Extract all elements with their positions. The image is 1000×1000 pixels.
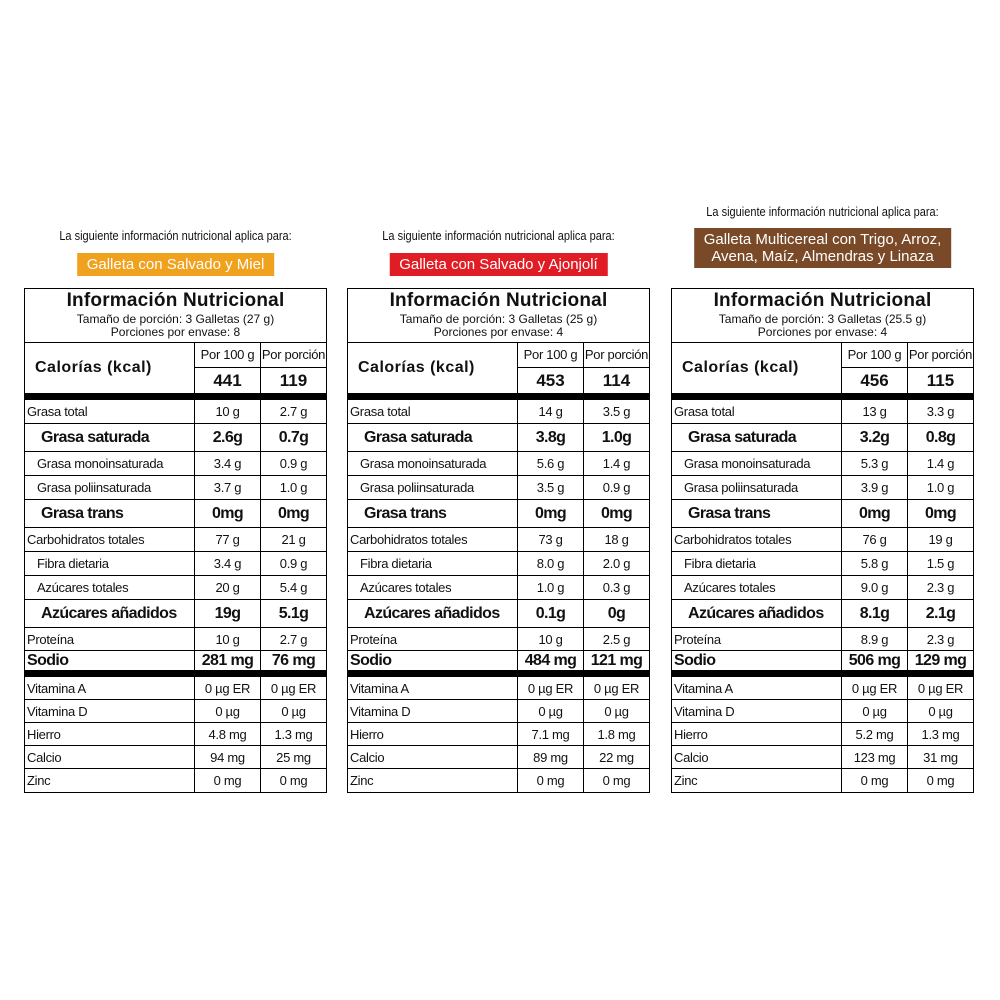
nutrient-name: Grasa saturada: [41, 428, 150, 446]
value-per-portion: 0g: [583, 600, 649, 627]
value-per-100g: 5.8 g: [841, 552, 907, 575]
nutrient-row-proteina: [25, 628, 326, 651]
product-name-badge: [694, 228, 952, 268]
nutrient-name: Grasa trans: [41, 504, 124, 522]
nutrient-row-calcio: [672, 746, 973, 769]
nutrient-row-grasa-saturada: [25, 424, 326, 452]
nutrient-name: Carbohidratos totales: [674, 532, 792, 547]
portion-size: Tamaño de porción: 3 Galletas (27 g): [76, 312, 275, 326]
value-per-portion: 0.9 g: [260, 452, 326, 475]
value-per-100g: 3.4 g: [194, 452, 260, 475]
value-per-portion: 18 g: [583, 528, 649, 551]
value-per-100g: 1.0 g: [517, 576, 583, 599]
nutrient-name: Azúcares totales: [360, 580, 452, 595]
value-per-100g: 10 g: [517, 628, 583, 650]
nutrient-row-zinc: [672, 769, 973, 792]
panel-title: Información Nutricional: [66, 290, 285, 311]
value-per-100g: 3.4 g: [194, 552, 260, 575]
nutrient-row-proteina: [672, 628, 973, 651]
nutrient-row-fibra-dietaria: [25, 552, 326, 576]
calories-row: [672, 343, 973, 400]
nutrient-name: Grasa total: [350, 404, 411, 419]
nutrient-row-carbohidratos-totales: [348, 528, 649, 552]
value-per-portion: 1.8 mg: [583, 723, 649, 745]
product-name-line: Galleta Multicereal con Trigo, Arroz,: [703, 231, 942, 248]
nutrient-name: Vitamina A: [27, 680, 86, 696]
value-per-100g: 3.7 g: [194, 476, 260, 499]
servings-per-container: Porciones por envase: 8: [110, 325, 241, 339]
nutrient-name: Carbohidratos totales: [27, 532, 145, 547]
nutrient-name: Calcio: [27, 749, 62, 765]
nutrient-row-grasa-monoinsaturada: [348, 452, 649, 476]
nutrient-name: Hierro: [27, 726, 61, 742]
intro-text: La siguiente información nutricional aplica para:: [382, 229, 615, 243]
value-per-portion: 0.3 g: [583, 576, 649, 599]
nutrient-name: Grasa trans: [688, 504, 771, 522]
per-100g-header: Por 100 g: [195, 343, 260, 368]
value-per-100g: 10 g: [194, 628, 260, 650]
nutrition-facts-panel: [347, 288, 650, 793]
nutrient-name: Azúcares añadidos: [41, 604, 177, 622]
value-per-portion: 1.4 g: [583, 452, 649, 475]
value-per-100g: 8.9 g: [841, 628, 907, 650]
value-per-portion: 0 µg ER: [907, 677, 973, 699]
nutrient-name: Proteína: [674, 631, 721, 647]
nutrient-row-vitamina-a: [25, 677, 326, 700]
nutrient-row-azucares-totales: [672, 576, 973, 600]
nutrient-row-grasa-total: [348, 400, 649, 424]
value-per-100g: 0mg: [841, 500, 907, 527]
value-per-portion: 0 µg: [583, 700, 649, 722]
value-per-100g: 5.3 g: [841, 452, 907, 475]
serving-info: [25, 313, 326, 343]
calories-per-portion: 119: [279, 370, 308, 390]
value-per-100g: 20 g: [194, 576, 260, 599]
value-per-portion: 0.8g: [907, 424, 973, 451]
nutrient-row-grasa-trans: [25, 500, 326, 528]
nutrient-name: Sodio: [350, 651, 392, 669]
nutrient-row-sodio: [348, 651, 649, 677]
product-name-badge: [77, 253, 275, 276]
calories-per-portion: 114: [602, 370, 631, 390]
value-per-portion: 0 µg: [907, 700, 973, 722]
panel-title: Información Nutricional: [713, 290, 932, 311]
nutrient-row-vitamina-d: [672, 700, 973, 723]
nutrient-row-hierro: [348, 723, 649, 746]
nutrient-name: Grasa trans: [364, 504, 447, 522]
nutrient-row-azucares-anadidos: [672, 600, 973, 628]
value-per-100g: 2.6g: [194, 424, 260, 451]
nutrient-row-hierro: [672, 723, 973, 746]
servings-per-container: Porciones por envase: 4: [433, 325, 564, 339]
value-per-portion: 21 g: [260, 528, 326, 551]
nutrient-name: Grasa poliinsaturada: [360, 480, 474, 495]
value-per-portion: 0mg: [907, 500, 973, 527]
nutrient-row-proteina: [348, 628, 649, 651]
nutrient-row-fibra-dietaria: [672, 552, 973, 576]
per-portion-header: Por porción: [908, 343, 973, 368]
value-per-100g: 73 g: [517, 528, 583, 551]
nutrient-name: Hierro: [350, 726, 384, 742]
nutrient-row-grasa-total: [672, 400, 973, 424]
calories-label: Calorías (kcal): [682, 359, 799, 376]
value-per-portion: 25 mg: [260, 746, 326, 768]
nutrient-row-calcio: [25, 746, 326, 769]
nutrient-row-grasa-saturada: [348, 424, 649, 452]
nutrient-name: Grasa monoinsaturada: [684, 456, 811, 471]
value-per-portion: 76 mg: [260, 651, 326, 670]
nutrient-name: Hierro: [674, 726, 708, 742]
nutrient-row-grasa-poliinsaturada: [348, 476, 649, 500]
nutrient-row-azucares-totales: [25, 576, 326, 600]
value-per-portion: 129 mg: [907, 651, 973, 670]
value-per-100g: 0 mg: [841, 769, 907, 792]
value-per-100g: 0 µg ER: [841, 677, 907, 699]
calories-per-100g: 456: [860, 370, 889, 390]
calories-per-100g: 453: [536, 370, 565, 390]
value-per-portion: 19 g: [907, 528, 973, 551]
nutrient-name: Grasa poliinsaturada: [684, 480, 798, 495]
value-per-100g: 3.9 g: [841, 476, 907, 499]
intro-text: La siguiente información nutricional aplica para:: [59, 229, 292, 243]
value-per-100g: 3.8g: [517, 424, 583, 451]
nutrient-name: Vitamina D: [27, 703, 88, 719]
value-per-portion: 0 mg: [260, 769, 326, 792]
value-per-portion: 1.0 g: [907, 476, 973, 499]
value-per-portion: 0 mg: [583, 769, 649, 792]
product-name-line: Avena, Maíz, Almendras y Linaza: [711, 248, 934, 265]
value-per-portion: 0 mg: [907, 769, 973, 792]
nutrient-name: Zinc: [350, 773, 374, 788]
value-per-100g: 14 g: [517, 400, 583, 423]
nutrient-name: Grasa monoinsaturada: [360, 456, 487, 471]
nutrient-name: Sodio: [27, 651, 69, 669]
nutrient-row-calcio: [348, 746, 649, 769]
value-per-portion: 2.3 g: [907, 576, 973, 599]
nutrient-row-carbohidratos-totales: [672, 528, 973, 552]
value-per-portion: 5.4 g: [260, 576, 326, 599]
product-name-line: Galleta con Salvado y Ajonjolí: [399, 256, 598, 273]
value-per-portion: 2.7 g: [260, 400, 326, 423]
value-per-100g: 8.1g: [841, 600, 907, 627]
serving-info: [348, 313, 649, 343]
nutrient-row-zinc: [25, 769, 326, 792]
nutrient-name: Carbohidratos totales: [350, 532, 468, 547]
panel-title: Información Nutricional: [389, 290, 608, 311]
nutrient-name: Proteína: [27, 631, 74, 647]
value-per-100g: 89 mg: [517, 746, 583, 768]
value-per-100g: 0 mg: [194, 769, 260, 792]
value-per-100g: 0mg: [517, 500, 583, 527]
value-per-portion: 0.9 g: [260, 552, 326, 575]
product-name-badge: [389, 253, 607, 276]
nutrient-name: Fibra dietaria: [37, 556, 109, 571]
calories-row: [348, 343, 649, 400]
value-per-portion: 0 µg: [260, 700, 326, 722]
value-per-100g: 0 µg: [841, 700, 907, 722]
nutrient-name: Vitamina D: [674, 703, 735, 719]
portion-size: Tamaño de porción: 3 Galletas (25 g): [399, 312, 598, 326]
nutrient-row-azucares-anadidos: [348, 600, 649, 628]
value-per-portion: 2.5 g: [583, 628, 649, 650]
nutrient-row-grasa-saturada: [672, 424, 973, 452]
nutrient-name: Grasa saturada: [364, 428, 473, 446]
value-per-100g: 10 g: [194, 400, 260, 423]
value-per-portion: 1.0g: [583, 424, 649, 451]
value-per-portion: 1.5 g: [907, 552, 973, 575]
value-per-100g: 0 µg ER: [194, 677, 260, 699]
nutrient-name: Sodio: [674, 651, 716, 669]
value-per-100g: 0.1g: [517, 600, 583, 627]
nutrient-name: Calcio: [350, 749, 385, 765]
nutrient-name: Vitamina A: [350, 680, 409, 696]
nutrient-row-fibra-dietaria: [348, 552, 649, 576]
nutrient-row-grasa-monoinsaturada: [672, 452, 973, 476]
nutrient-name: Calcio: [674, 749, 709, 765]
value-per-portion: 0 µg ER: [583, 677, 649, 699]
nutrient-name: Zinc: [27, 773, 51, 788]
portion-size: Tamaño de porción: 3 Galletas (25.5 g): [718, 312, 927, 326]
nutrient-row-grasa-trans: [348, 500, 649, 528]
nutrient-name: Proteína: [350, 631, 397, 647]
value-per-100g: 8.0 g: [517, 552, 583, 575]
nutrient-name: Azúcares añadidos: [688, 604, 824, 622]
value-per-portion: 22 mg: [583, 746, 649, 768]
value-per-portion: 0.7g: [260, 424, 326, 451]
value-per-100g: 19g: [194, 600, 260, 627]
value-per-100g: 13 g: [841, 400, 907, 423]
nutrient-name: Fibra dietaria: [360, 556, 432, 571]
calories-row: [25, 343, 326, 400]
nutrient-row-grasa-trans: [672, 500, 973, 528]
nutrient-name: Grasa total: [27, 404, 88, 419]
value-per-portion: 2.1g: [907, 600, 973, 627]
value-per-portion: 0mg: [260, 500, 326, 527]
nutrient-name: Vitamina A: [674, 680, 733, 696]
servings-per-container: Porciones por envase: 4: [757, 325, 888, 339]
per-100g-header: Por 100 g: [842, 343, 907, 368]
value-per-100g: 0mg: [194, 500, 260, 527]
nutrient-name: Grasa monoinsaturada: [37, 456, 164, 471]
value-per-portion: 0.9 g: [583, 476, 649, 499]
nutrient-row-vitamina-a: [672, 677, 973, 700]
value-per-portion: 3.5 g: [583, 400, 649, 423]
nutrient-row-grasa-total: [25, 400, 326, 424]
nutrient-row-grasa-monoinsaturada: [25, 452, 326, 476]
value-per-portion: 5.1g: [260, 600, 326, 627]
per-100g-header: Por 100 g: [518, 343, 583, 368]
nutrient-row-vitamina-d: [25, 700, 326, 723]
serving-info: [672, 313, 973, 343]
nutrient-row-azucares-anadidos: [25, 600, 326, 628]
value-per-100g: 123 mg: [841, 746, 907, 768]
product-name-line: Galleta con Salvado y Miel: [86, 256, 265, 273]
value-per-100g: 5.6 g: [517, 452, 583, 475]
value-per-portion: 1.4 g: [907, 452, 973, 475]
nutrient-name: Zinc: [674, 773, 698, 788]
nutrient-row-sodio: [25, 651, 326, 677]
calories-label: Calorías (kcal): [358, 359, 475, 376]
calories-per-100g: 441: [213, 370, 242, 390]
nutrient-name: Azúcares añadidos: [364, 604, 500, 622]
value-per-portion: 2.0 g: [583, 552, 649, 575]
value-per-100g: 77 g: [194, 528, 260, 551]
nutrient-row-grasa-poliinsaturada: [672, 476, 973, 500]
value-per-100g: 0 µg: [517, 700, 583, 722]
value-per-portion: 2.7 g: [260, 628, 326, 650]
nutrient-row-grasa-poliinsaturada: [25, 476, 326, 500]
nutrient-name: Grasa total: [674, 404, 735, 419]
value-per-100g: 4.8 mg: [194, 723, 260, 745]
nutrient-row-zinc: [348, 769, 649, 792]
value-per-100g: 0 µg ER: [517, 677, 583, 699]
value-per-100g: 281 mg: [194, 651, 260, 670]
nutrient-row-vitamina-a: [348, 677, 649, 700]
nutrient-row-carbohidratos-totales: [25, 528, 326, 552]
value-per-100g: 0 mg: [517, 769, 583, 792]
value-per-portion: 1.0 g: [260, 476, 326, 499]
per-portion-header: Por porción: [584, 343, 649, 368]
value-per-100g: 7.1 mg: [517, 723, 583, 745]
nutrient-row-azucares-totales: [348, 576, 649, 600]
value-per-portion: 1.3 mg: [260, 723, 326, 745]
nutrient-row-hierro: [25, 723, 326, 746]
value-per-100g: 484 mg: [517, 651, 583, 670]
nutrient-name: Vitamina D: [350, 703, 411, 719]
value-per-100g: 5.2 mg: [841, 723, 907, 745]
nutrient-name: Grasa poliinsaturada: [37, 480, 151, 495]
nutrient-name: Grasa saturada: [688, 428, 797, 446]
value-per-portion: 121 mg: [583, 651, 649, 670]
per-portion-header: Por porción: [261, 343, 326, 368]
nutrient-row-vitamina-d: [348, 700, 649, 723]
calories-label: Calorías (kcal): [35, 359, 152, 376]
nutrition-facts-panel: [24, 288, 327, 793]
calories-per-portion: 115: [926, 370, 955, 390]
value-per-portion: 0 µg ER: [260, 677, 326, 699]
value-per-portion: 31 mg: [907, 746, 973, 768]
value-per-100g: 76 g: [841, 528, 907, 551]
value-per-100g: 506 mg: [841, 651, 907, 670]
value-per-100g: 3.2g: [841, 424, 907, 451]
value-per-portion: 1.3 mg: [907, 723, 973, 745]
value-per-portion: 0mg: [583, 500, 649, 527]
value-per-100g: 0 µg: [194, 700, 260, 722]
value-per-100g: 3.5 g: [517, 476, 583, 499]
value-per-100g: 94 mg: [194, 746, 260, 768]
nutrient-name: Fibra dietaria: [684, 556, 756, 571]
nutrient-row-sodio: [672, 651, 973, 677]
nutrient-name: Azúcares totales: [684, 580, 776, 595]
intro-text: La siguiente información nutricional aplica para:: [706, 205, 939, 219]
value-per-portion: 2.3 g: [907, 628, 973, 650]
value-per-portion: 3.3 g: [907, 400, 973, 423]
nutrition-facts-panel: [671, 288, 974, 793]
value-per-100g: 9.0 g: [841, 576, 907, 599]
nutrient-name: Azúcares totales: [37, 580, 129, 595]
